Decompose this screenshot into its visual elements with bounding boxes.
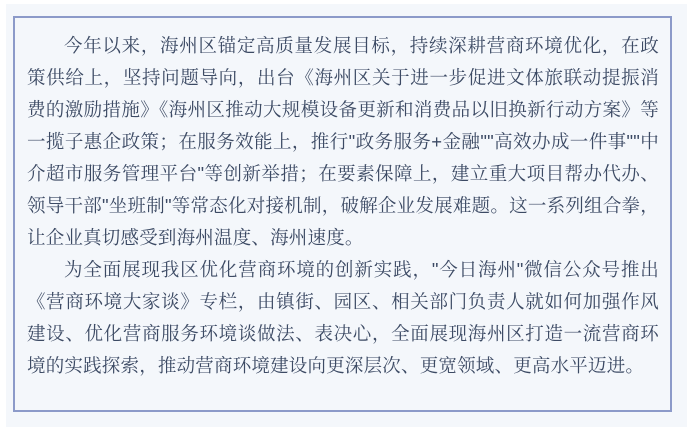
- article-paragraph-1: 今年以来，海州区锚定高质量发展目标，持续深耕营商环境优化，在政策供给上，坚持问题导向，出台《海州区关于进一步促进文体旅联动提振消费的激励措施》《海州区推动大规模设备更新和消费品以旧换新行动方案》等一揽子惠企政策；在服务效能上，推行"政务服务+金融""高效办成一件事""中介超市服务管理平台"等创新举措；在要素保障上，建立重大项目帮办代办、领导干部"坐班制"等常态化对接机制，破解企业发展难题。这一系列组合拳，让企业真切感受到海州温度、海州速度。: [27, 35, 659, 248]
- content-panel: [6, 4, 687, 427]
- article-paragraph-2: 为全面展现我区优化营商环境的创新实践，"今日海州"微信公众号推出《营商环境大家谈》专栏，由镇街、园区、相关部门负责人就如何加强作风建设、优化营商服务环境谈做法、表决心，全面展现海州区打造一流营商环境的实践探索，推动营商环境建设向更深层次、更宽领域、更高水平迈进。: [27, 259, 659, 376]
- article-box: [13, 16, 672, 412]
